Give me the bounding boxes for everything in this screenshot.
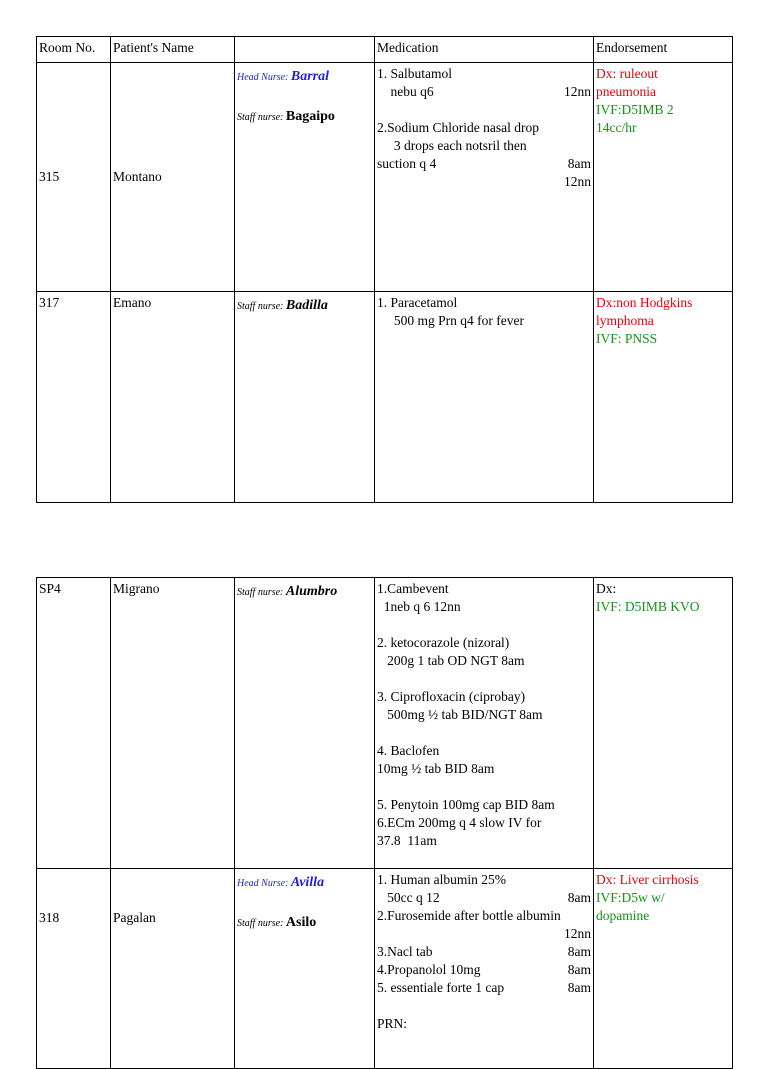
nurse-role: Head Nurse: [237, 72, 291, 83]
nurse-entry [237, 107, 372, 127]
endorsement-line: IVF:D5w w/ [596, 890, 665, 905]
nurse-role: Staff nurse: [237, 112, 286, 123]
medication-time: 8am [567, 156, 591, 171]
medication-text: 2. ketocorazole (nizoral) [377, 635, 510, 650]
medication-line [377, 598, 591, 616]
medication-line [377, 688, 591, 706]
medication-line [377, 580, 591, 598]
medication-text: 500mg ½ tab BID/NGT 8am [377, 707, 543, 722]
nurse-cell [235, 869, 375, 1069]
medication-text: 6.ECm 200mg q 4 slow IV for [377, 815, 542, 830]
medication-line [377, 634, 591, 652]
endorsement-table-1 [36, 36, 733, 503]
medication-line [377, 155, 591, 173]
endorsement-cell [594, 63, 733, 292]
medication-line [377, 961, 591, 979]
medication-text: 4.Propanolol 10mg [377, 962, 481, 977]
header-nurse [235, 37, 375, 63]
medication-line [377, 173, 591, 191]
medication-line [377, 925, 591, 943]
medication-line [377, 832, 591, 850]
room-number: 315 [37, 63, 111, 292]
endorsement-line: Dx: ruleout [596, 66, 658, 81]
nurse-name: Avilla [290, 875, 325, 890]
table-row [37, 869, 733, 1069]
endorsement-cell [594, 292, 733, 503]
medication-time: 8am [567, 944, 591, 959]
nurse-role: Staff nurse: [237, 587, 286, 598]
medication-text: 500 mg Prn q4 for fever [377, 313, 524, 328]
medication-cell [375, 63, 594, 292]
nurse-name: Bagaipo [285, 109, 335, 124]
room-number [37, 869, 111, 1069]
medication-text: 1neb q 6 12nn [377, 599, 461, 614]
medication-time: 12nn [564, 84, 591, 99]
nurse-entry [237, 582, 372, 602]
medication-time: 8am [567, 962, 591, 977]
nurse-entry [237, 296, 372, 316]
table-row [37, 292, 733, 503]
nurse-entry [237, 873, 372, 893]
medication-line [377, 760, 591, 778]
blank-line [377, 670, 591, 688]
endorsement-line: IVF: D5IMB KVO [596, 599, 700, 614]
nurse-cell [235, 578, 375, 869]
medication-text: 1. Human albumin 25% [377, 872, 506, 887]
medication-line [377, 979, 591, 997]
medication-cell [375, 869, 594, 1069]
medication-time: 12nn [564, 174, 591, 189]
table-header-row [37, 37, 733, 63]
header-room-no: Room No. [37, 37, 111, 63]
medication-line [377, 943, 591, 961]
blank-line [377, 101, 591, 119]
medication-text: 2.Sodium Chloride nasal drop [377, 120, 539, 135]
room-number: SP4 [37, 578, 111, 869]
medication-time: 8am [567, 980, 591, 995]
medication-text: suction q 4 [377, 156, 437, 171]
blank-line [377, 778, 591, 796]
medication-line [377, 83, 591, 101]
nurse-role: Staff nurse: [237, 301, 286, 312]
room-number: 317 [37, 292, 111, 503]
medication-text: 4. Baclofen [377, 743, 440, 758]
medication-line [377, 294, 591, 312]
endorsement-line: 14cc/hr [596, 120, 637, 135]
endorsement-cell [594, 869, 733, 1069]
medication-line [377, 871, 591, 889]
nurse-name: Badilla [285, 298, 328, 313]
medication-cell [375, 578, 594, 869]
patient-name: Emano [111, 292, 235, 503]
patient-name [111, 869, 235, 1069]
medication-text: 37.8 11am [377, 833, 437, 848]
nurse-cell [235, 63, 375, 292]
blank-line [377, 997, 591, 1015]
nurse-name: Alumbro [285, 584, 338, 599]
medication-line [377, 706, 591, 724]
medication-line [377, 907, 591, 925]
endorsement-line: Dx:non Hodgkins [596, 295, 693, 310]
header-endorsement: Endorsement [594, 37, 733, 63]
patient-name-text: Pagalan [113, 910, 156, 925]
endorsement-line: pneumonia [596, 84, 656, 99]
medication-text: 1. Paracetamol [377, 295, 458, 310]
medication-text: PRN: [377, 1016, 408, 1031]
medication-line [377, 1015, 591, 1033]
table-row [37, 578, 733, 869]
medication-text: 2.Furosemide after bottle albumin [377, 908, 561, 923]
medication-text: 1. Salbutamol [377, 66, 452, 81]
medication-text: 5. Penytoin 100mg cap BID 8am [377, 797, 555, 812]
endorsement-line: IVF:D5IMB 2 [596, 102, 674, 117]
medication-text: 10mg ½ tab BID 8am [377, 761, 495, 776]
medication-line [377, 652, 591, 670]
medication-line [377, 137, 591, 155]
endorsement-line: Dx: [596, 581, 617, 596]
nurse-cell [235, 292, 375, 503]
medication-cell [375, 292, 594, 503]
medication-line [377, 312, 591, 330]
medication-text: 3 drops each notsril then [377, 138, 527, 153]
medication-time: 12nn [564, 926, 591, 941]
header-medication: Medication [375, 37, 594, 63]
medication-line [377, 119, 591, 137]
nurse-name: Barral [290, 69, 330, 84]
patient-name: Migrano [111, 578, 235, 869]
endorsement-table-2 [36, 577, 733, 1069]
endorsement-line: IVF: PNSS [596, 331, 658, 346]
table-row [37, 63, 733, 292]
medication-text: 3.Nacl tab [377, 944, 433, 959]
nurse-role: Head Nurse: [237, 878, 291, 889]
room-number-text: 318 [39, 910, 60, 925]
medication-text: 5. essentiale forte 1 cap [377, 980, 505, 995]
nurse-name: Asilo [285, 915, 317, 930]
medication-text: 1.Cambevent [377, 581, 449, 596]
blank-line [377, 616, 591, 634]
medication-line [377, 889, 591, 907]
endorsement-line: Dx: Liver cirrhosis [596, 872, 699, 887]
blank-line [377, 724, 591, 742]
medication-text: nebu q6 [377, 84, 434, 99]
patient-name: Montano [111, 63, 235, 292]
endorsement-line: lymphoma [596, 313, 654, 328]
medication-text: 50cc q 12 [377, 890, 440, 905]
medication-time: 8am [567, 890, 591, 905]
header-patient-name: Patient's Name [111, 37, 235, 63]
medication-line [377, 742, 591, 760]
medication-line [377, 796, 591, 814]
medication-text: 3. Ciprofloxacin (ciprobay) [377, 689, 526, 704]
medication-line [377, 65, 591, 83]
endorsement-line: dopamine [596, 908, 650, 923]
medication-line [377, 814, 591, 832]
nurse-entry [237, 67, 372, 87]
endorsement-cell [594, 578, 733, 869]
medication-text: 200g 1 tab OD NGT 8am [377, 653, 525, 668]
nurse-entry [237, 913, 372, 933]
nurse-role: Staff nurse: [237, 918, 286, 929]
